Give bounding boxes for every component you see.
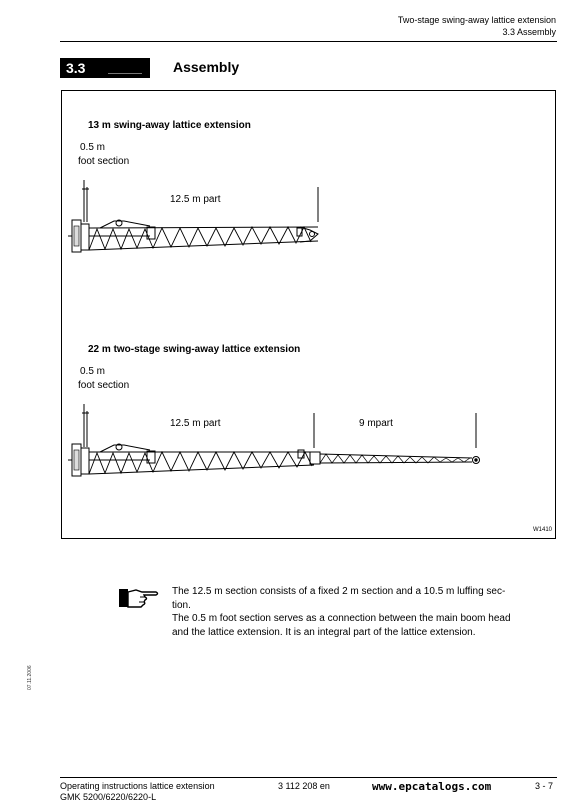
diagram1-foot-label-value: 0.5 m <box>80 142 106 153</box>
diagram2-part-label-1: 12.5 m part <box>170 418 221 429</box>
diagram1-title: 13 m swing-away lattice extension <box>88 120 251 131</box>
footer-website[interactable]: www.epcatalogs.com <box>372 780 492 793</box>
footer-page-number: 3 - 7 <box>535 781 554 791</box>
diagram2-foot-label-text: foot section <box>78 380 130 391</box>
note-text <box>172 585 562 639</box>
footer-models: GMK 5200/6220/6220-L <box>60 792 157 802</box>
header-title: Two-stage swing-away lattice extension <box>397 15 556 25</box>
diagram2-title: 22 m two-stage swing-away lattice extension <box>88 344 301 355</box>
diagram2-part-label-2: 9 mpart <box>359 418 393 429</box>
diagram1-foot-label-text: foot section <box>78 156 130 167</box>
boom-diagram-13m <box>68 180 318 252</box>
side-date: 07.11.2006 <box>27 665 33 690</box>
footer-doc-number: 3 112 208 en <box>278 781 330 791</box>
header-section-ref: 3.3 Assembly <box>502 27 556 37</box>
pointing-hand-icon <box>118 586 160 610</box>
section-title: Assembly <box>173 59 240 75</box>
diagram1-part-label: 12.5 m part <box>170 194 221 205</box>
note-line-3: The 0.5 m foot section serves as a connection between the main boom head <box>172 613 511 625</box>
figure-id: W1410 <box>533 527 553 533</box>
note-line-1: The 12.5 m section consists of a fixed 2 m section and a 10.5 m luffing sec- <box>172 586 506 597</box>
note-line-2: tion. <box>172 599 191 611</box>
footer-rule <box>60 777 557 778</box>
footer-doc-title: Operating instructions lattice extension <box>60 781 215 791</box>
note-line-4: and the lattice extension. It is an integral part of the lattice extension. <box>172 626 476 638</box>
section-number: 3.3 <box>66 60 86 76</box>
diagram2-foot-label-value: 0.5 m <box>80 366 106 377</box>
boom-diagram-22m <box>68 404 480 476</box>
